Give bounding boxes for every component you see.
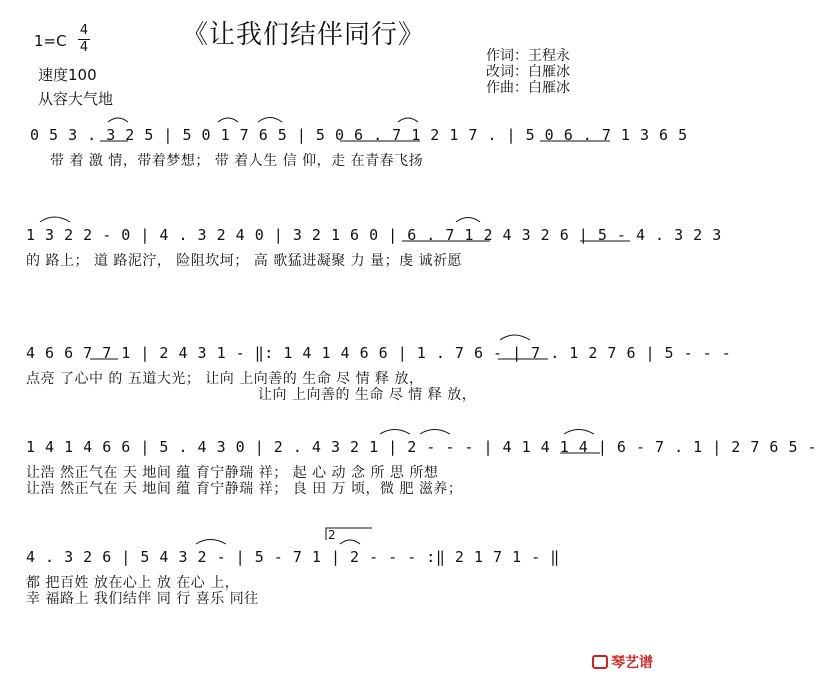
- lyrics-line-2: 的 路上； 道 路泥泞， 险阻坎坷； 高 歌猛进凝聚 力 量；虔 诚祈愿: [26, 253, 463, 269]
- notation-line-1: 0 5 3 . 3 2 5 | 5 0 1 7 6 5 | 5 0 6 . 7 1 2 1 7 . | 5 0 6 . 7 1 3 6 5: [30, 126, 688, 144]
- lyrics-line-3: 点亮 了心中 的 五道大光； 让向 上向善的 生命 尽 情 释 放，: [26, 371, 424, 387]
- watermark-logo: [592, 652, 653, 672]
- watermark-text: 琴艺谱: [611, 655, 653, 671]
- expression-marking: 从容大气地: [38, 90, 114, 108]
- ending-number: 2: [328, 528, 336, 542]
- song-title: 《让我们结伴同行》: [182, 20, 426, 50]
- lyrics-line-5-verse-2: 幸 福路上 我们结伴 同 行 喜乐 同往: [26, 591, 259, 607]
- lyrics-line-3-verse-2: 让向 上向善的 生命 尽 情 释 放，: [258, 387, 477, 403]
- tempo-marking: 速度100: [38, 66, 97, 84]
- notation-line-4: 1 4 1 4 6 6 | 5 . 4 3 0 | 2 . 4 3 2 1 | 2 - - - | 4 1 4 1 4 | 6 - 7 . 1 | 2 7 6 5 -: [26, 438, 817, 456]
- time-signature-top: 4: [79, 23, 89, 38]
- lyricist-credit: 作词：王程永: [486, 48, 570, 64]
- notation-line-3: 4 6 6 7 7 1 | 2 4 3 1 - ‖: 1 4 1 4 6 6 | 1 . 7 6 - | 7 . 1 2 7 6 | 5 - - -: [26, 344, 732, 362]
- lyrics-line-4: 让浩 然正气在 天 地间 蕴 育宁静瑞 祥； 起 心 动 念 所 思 所想: [26, 465, 439, 481]
- time-signature: [78, 24, 90, 55]
- notation-line-5: 4 . 3 2 6 | 5 4 3 2 - | 5 - 7 1 | 2 - - - :‖ 2 1 7 1 - ‖: [26, 548, 560, 566]
- composer-credit: 作曲：白雁冰: [486, 80, 570, 96]
- credits: [486, 48, 570, 96]
- time-signature-bottom: 4: [79, 40, 89, 55]
- logo-icon: [592, 655, 608, 669]
- lyric-adapter-credit: 改词：白雁冰: [486, 64, 570, 80]
- key-signature: 1=C: [34, 32, 67, 50]
- lyrics-line-1: 带 着 激 情，带着梦想； 带 着人生 信 仰，走 在青春飞扬: [50, 153, 424, 169]
- lyrics-line-4-verse-2: 让浩 然正气在 天 地间 蕴 育宁静瑞 祥； 良 田 万 顷，微 肥 滋养；: [26, 481, 463, 497]
- lyrics-line-5: 都 把百姓 放在心上 放 在心 上，: [26, 575, 240, 591]
- notation-line-2: 1 3 2 2 - 0 | 4 . 3 2 4 0 | 3 2 1 6 0 | 6 . 7 1 2 4 3 2 6 | 5 - 4 . 3 2 3: [26, 226, 722, 244]
